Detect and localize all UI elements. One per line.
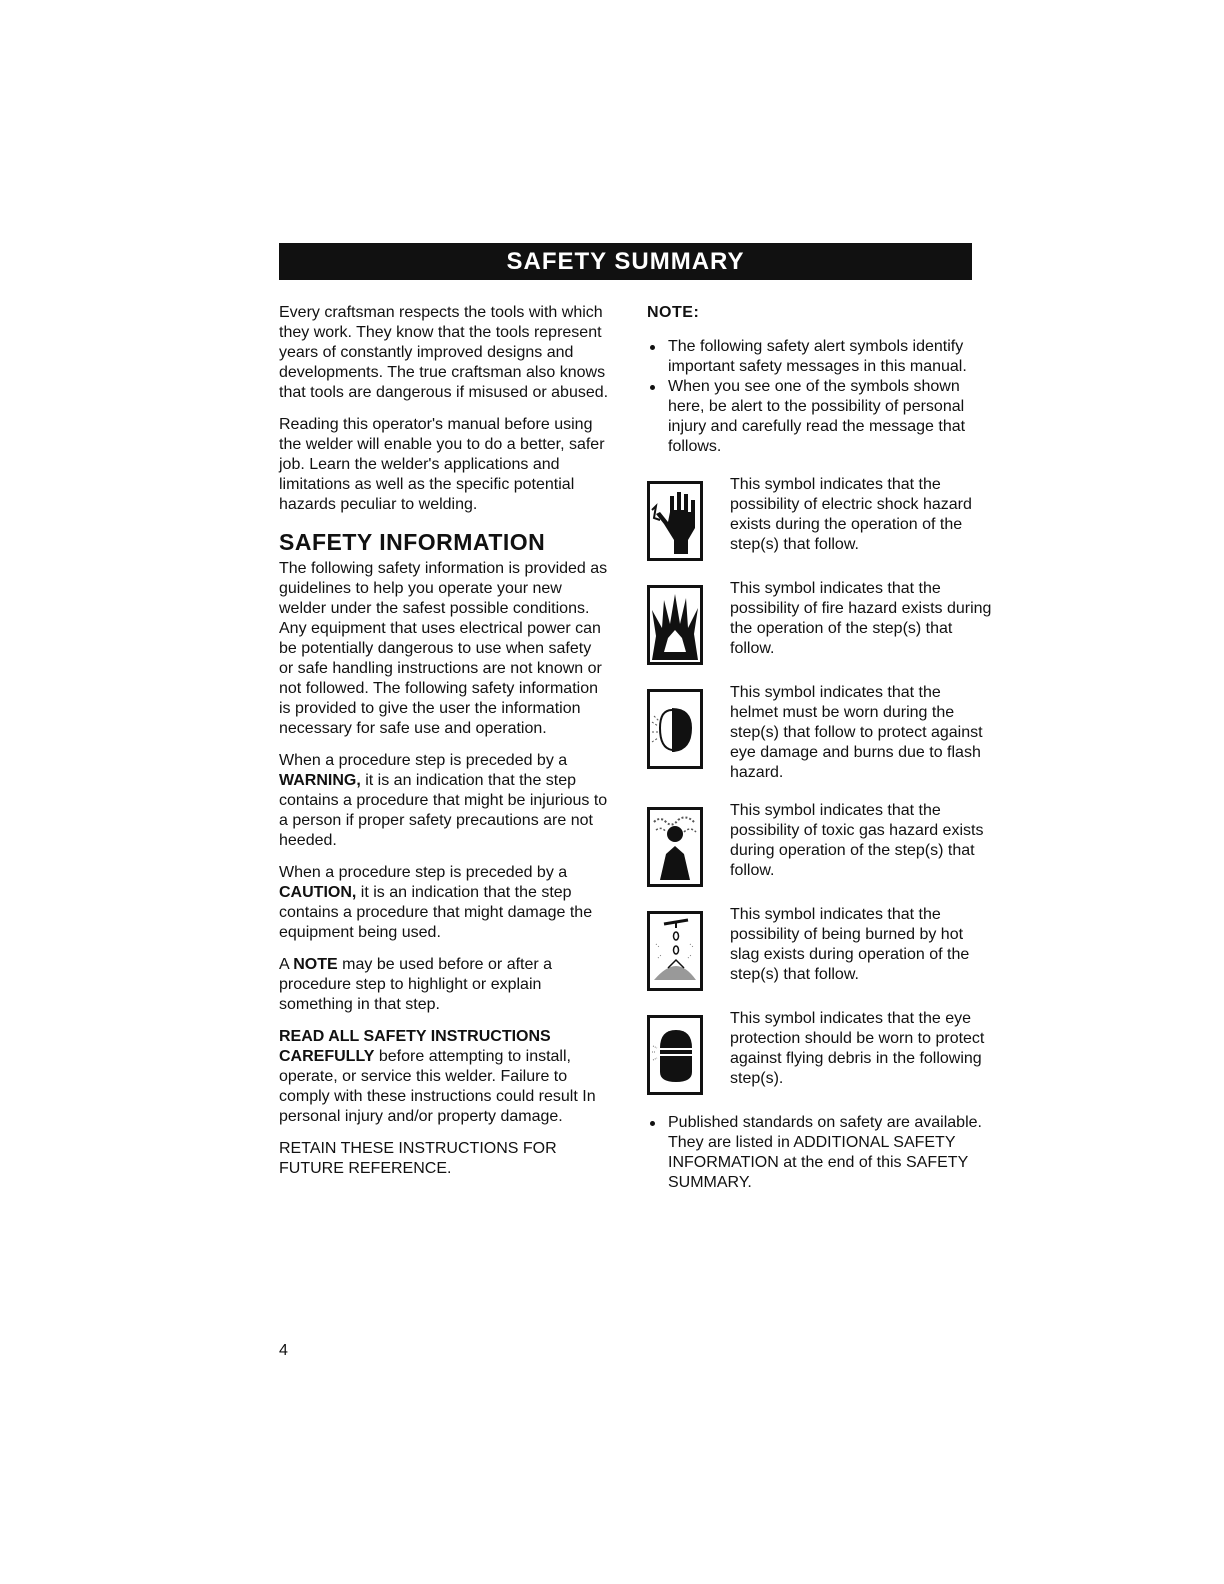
symbol-text: This symbol indicates that the helmet must be worn during the step(s) that follow to protect against eye damage and burns due to flash hazard. <box>730 684 983 781</box>
list-item: Published standards on safety are available. They are listed in ADDITIONAL SAFETY INFORMATION at the end of this SAFETY SUMMARY. <box>647 1113 992 1193</box>
banner-title: SAFETY SUMMARY <box>506 247 745 275</box>
note-title: NOTE: <box>647 304 700 321</box>
note-paragraph <box>279 955 609 1015</box>
electric-shock-icon <box>647 481 703 561</box>
eye-protection-icon <box>647 1015 703 1095</box>
standards-bullet <box>647 1113 992 1193</box>
toxic-gas-icon <box>647 807 703 887</box>
page-number: 4 <box>279 1342 288 1359</box>
intro-paragraph: Every craftsman respects the tools with which they work. They know that the tools represent years of constantly improved designs and developments. The true craftsman also knows that tools are dangerous if misused or abused. <box>279 304 609 401</box>
note-pre: A <box>279 956 289 973</box>
left-column <box>279 303 609 1191</box>
symbol-text: This symbol indicates that the possibility of fire hazard exists during the operation of the step(s) that follow. <box>730 580 992 657</box>
caution-paragraph <box>279 863 609 943</box>
symbol-row-fire-hazard <box>647 579 992 665</box>
caution-pre: When a procedure step is preceded by a <box>279 864 568 881</box>
warning-term: WARNING, <box>279 772 361 789</box>
right-column <box>647 303 992 1193</box>
warning-paragraph <box>279 751 609 851</box>
symbol-text: This symbol indicates that the possibility of toxic gas hazard exists during operation of the step(s) that follow. <box>730 802 984 879</box>
symbol-text: This symbol indicates that the possibility of electric shock hazard exists during the operation of the step(s) that follow. <box>730 476 972 553</box>
symbol-row-eye-protection <box>647 1009 992 1095</box>
symbol-text: This symbol indicates that the eye protection should be worn to protect against flying debris in the following step(s). <box>730 1010 985 1087</box>
retain-paragraph: RETAIN THESE INSTRUCTIONS FOR FUTURE REFERENCE. <box>279 1140 557 1177</box>
warning-post: it is an indication that the step contains a procedure that might be injurious to a person if proper safety precautions are not heeded. <box>279 772 608 849</box>
read-instructions-paragraph <box>279 1027 609 1127</box>
note-post: may be used before or after a procedure step to highlight or explain something in that step. <box>279 956 553 1013</box>
section-banner <box>279 243 972 280</box>
caution-post: it is an indication that the step contains a procedure that might damage the equipment being used. <box>279 884 593 941</box>
symbol-row-toxic-gas <box>647 801 992 887</box>
section-heading: SAFETY INFORMATION <box>279 529 546 555</box>
safety-symbols <box>647 475 992 1095</box>
symbol-row-helmet <box>647 683 992 783</box>
fire-hazard-icon <box>647 585 703 665</box>
symbol-text: This symbol indicates that the possibility of being burned by hot slag exists during operation of the step(s) that follow. <box>730 906 970 983</box>
safety-info-paragraph: The following safety information is provided as guidelines to help you operate your new welder under the safest possible conditions. Any equipment that uses electrical power can be potentially dangerous to use when safety or safe handling instructions are not known or not followed. The following safety information is provided to give the user the information necessary for safe use and operation. <box>279 560 608 737</box>
note-bullets <box>647 337 992 457</box>
read-instructions-term: READ ALL SAFETY INSTRUCTIONS CAREFULLY <box>279 1028 551 1065</box>
read-instructions-post: before attempting to install, operate, or service this welder. Failure to comply with these instructions could result In personal injury and/or property damage. <box>279 1048 596 1125</box>
caution-term: CAUTION, <box>279 884 357 901</box>
symbol-row-electric-shock <box>647 475 992 561</box>
welding-helmet-icon <box>647 689 703 769</box>
list-item: The following safety alert symbols identify important safety messages in this manual. <box>647 337 992 377</box>
note-term: NOTE <box>293 956 338 973</box>
warning-pre: When a procedure step is preceded by a <box>279 752 568 769</box>
symbol-row-hot-slag <box>647 905 992 991</box>
list-item: When you see one of the symbols shown here, be alert to the possibility of personal injury and carefully read the message that follows. <box>647 377 992 457</box>
manual-paragraph: Reading this operator's manual before using the welder will enable you to do a better, safer job. Learn the welder's applications and limitations as well as the specific potential hazards peculiar to welding. <box>279 416 605 513</box>
hot-slag-icon <box>647 911 703 991</box>
